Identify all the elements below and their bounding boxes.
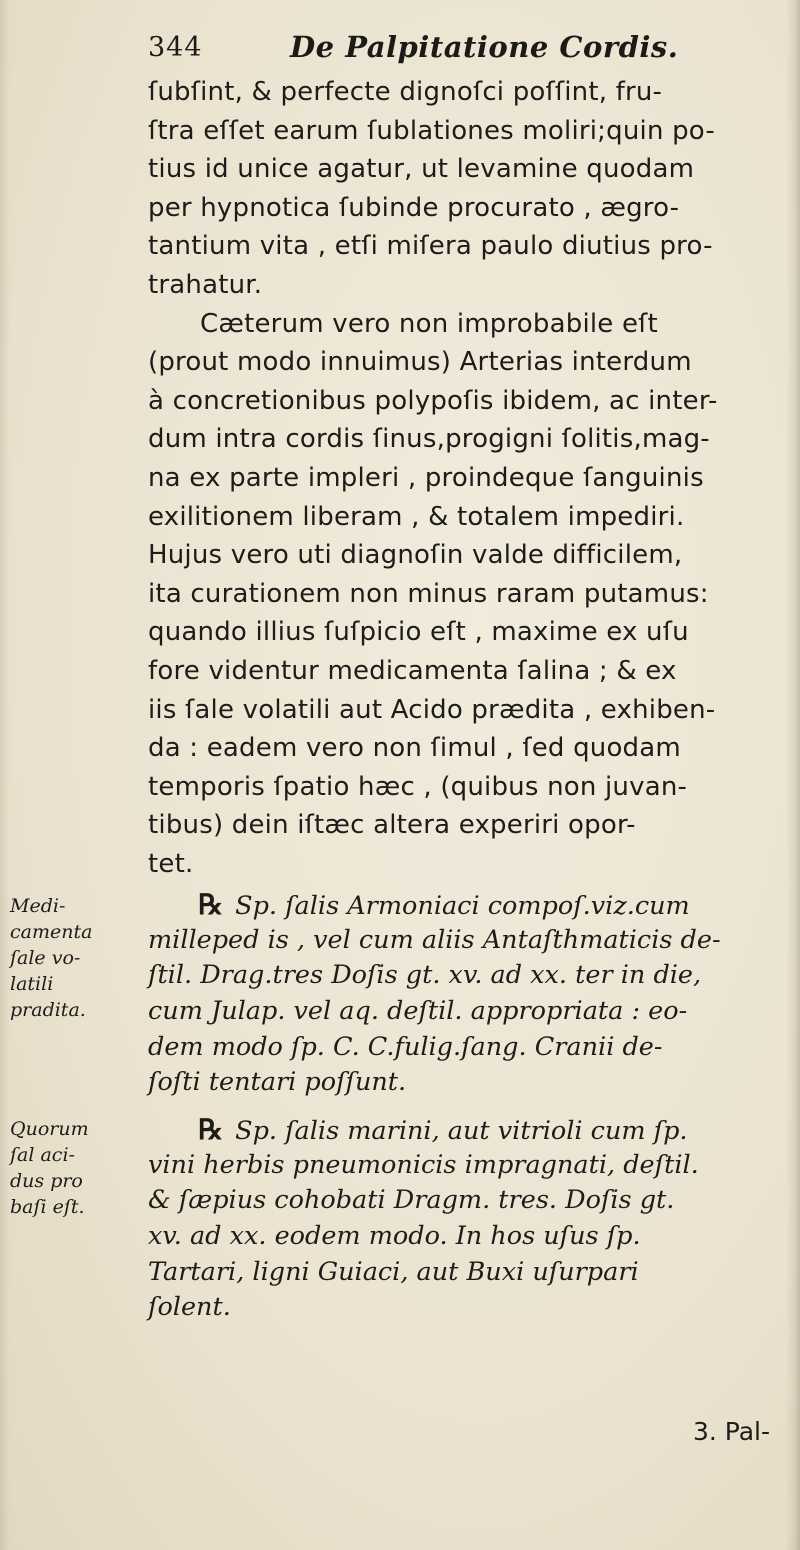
recipe-line: ſoſti tentari poſſunt. (148, 1067, 407, 1098)
recipe-symbol-icon: ℞ (198, 888, 224, 921)
recipe-1 (148, 887, 792, 1101)
recipe-line (148, 887, 792, 923)
recipe-line: milleped is , vel cum aliis Antaſthmaticis de- (148, 924, 721, 955)
body-line: Hujus vero uti diagnoſin valde difficilem, (148, 540, 683, 571)
recipe-line: ſtil. Drag.tres Doſis gt. xv. ad xx. ter in die, (148, 960, 702, 991)
body-line: tet. (148, 848, 194, 879)
recipe-symbol-icon: ℞ (198, 1113, 224, 1146)
recipe-line: dem modo ſp. C. C.fulig.ſang. Cranii de- (148, 1031, 663, 1062)
running-head (148, 30, 788, 70)
body-line: da : eadem vero non ſimul , ſed quodam (148, 733, 681, 764)
recipe-line: cum Julap. vel aq. deſtil. appropriata : eo- (148, 996, 688, 1027)
recipe-line: ſolent. (148, 1292, 231, 1323)
body-line: (prout modo innuimus) Arterias interdum (148, 347, 692, 378)
running-title: De Palpitatione Cordis. (290, 30, 679, 64)
body-line: dum intra cordis ſinus,progigni ſolitis,mag- (148, 424, 710, 455)
margin-note-line: dus pro (10, 1170, 83, 1192)
body-line: trahatur. (148, 269, 263, 300)
margin-note-quorum (10, 1116, 142, 1220)
page-number: 344 (148, 32, 203, 63)
recipe-line: Tartari, ligni Guiaci, aut Buxi uſurpari (148, 1256, 639, 1287)
paragraph-start-line: Cæterum vero non improbabile eſt (200, 308, 658, 339)
catchword: 3. Pal- (692, 1417, 770, 1446)
body-line: iis ſale volatili aut Acido prædita , exhiben- (148, 694, 716, 725)
recipe-line (148, 1112, 792, 1148)
body-line: tius id unice agatur, ut levamine quodam (148, 154, 695, 185)
recipe-line: & ſæpius cohobati Dragm. tres. Doſis gt. (148, 1185, 675, 1216)
body-line: temporis ſpatio hæc , (quibus non juvan- (148, 771, 688, 802)
recipe-text: Sp. ſalis Armoniaci compoſ.viz.cum (235, 891, 690, 921)
margin-note-line: ſal aci- (10, 1144, 75, 1166)
recipe-line: xv. ad xx. eodem modo. In hos uſus ſp. (148, 1221, 641, 1252)
page-left-edge (0, 0, 10, 1550)
margin-note-medicamenta (10, 893, 142, 1023)
body-line: ſubſint, & perfecte dignoſci poſſint, fru- (148, 77, 663, 107)
margin-note-line: latili (10, 973, 54, 995)
body-line: fore videntur medicamenta ſalina ; & ex (148, 655, 677, 686)
body-line: ſtra eſſet earum ſublationes moliri;quin po- (148, 115, 715, 146)
margin-note-line: Quorum (10, 1118, 89, 1140)
body-line: tibus) dein iſtæc altera experiri opor- (148, 810, 636, 841)
body-line: tantium vita , etſi miſera paulo diutius pro- (148, 231, 713, 262)
body-line: à concretionibus polypoſis ibidem, ac inter- (148, 385, 718, 416)
margin-note-line: camenta (10, 921, 93, 943)
body-line: per hypnotica ſubinde procurato , ægro- (148, 192, 680, 223)
margin-note-line: ſale vo- (10, 947, 81, 969)
margin-note-line: pradita. (10, 999, 86, 1021)
body-line: na ex parte impleri , proindeque ſanguinis (148, 462, 704, 493)
body-line: ita curationem non minus raram putamus: (148, 578, 709, 609)
body-text (148, 73, 788, 883)
body-line: quando illius ſuſpicio eſt , maxime ex uſu (148, 617, 689, 648)
recipe-line: vini herbis pneumonicis impragnati, deſtil. (148, 1149, 699, 1180)
margin-note-line: Medi- (10, 895, 66, 917)
recipe-text: Sp. ſalis marini, aut vitrioli cum ſp. (235, 1116, 688, 1146)
margin-note-line: baſi eſt. (10, 1196, 85, 1218)
body-line: exilitionem liberam , & totalem impediri. (148, 501, 685, 532)
recipe-2 (148, 1112, 792, 1326)
